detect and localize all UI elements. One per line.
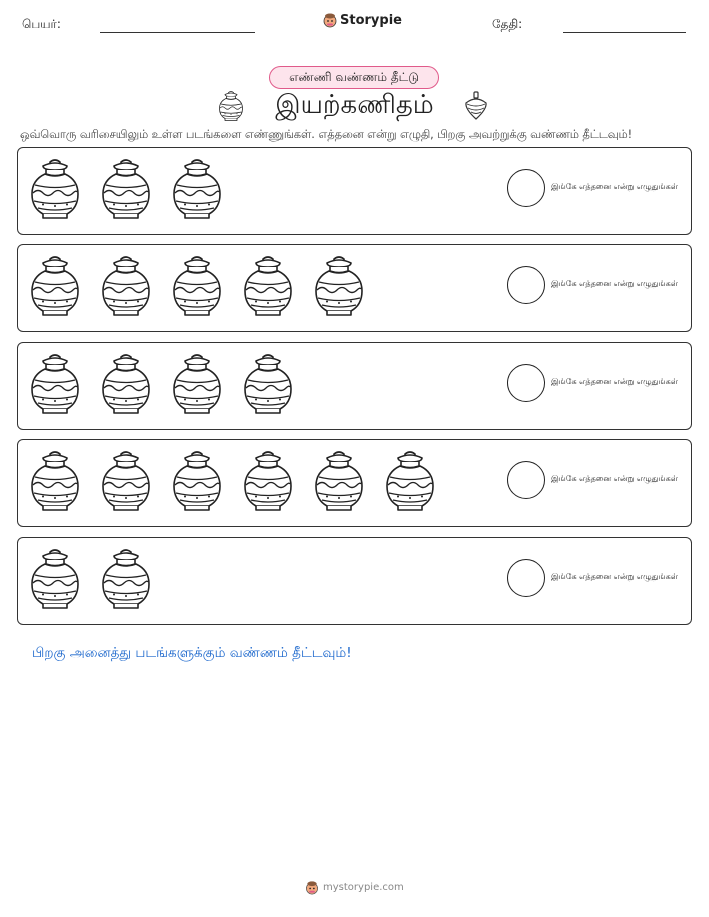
answer-circle[interactable] (507, 559, 545, 597)
answer-hint: இங்கே எத்தனை என்று எழுதுங்கள் (551, 572, 678, 581)
answer-hint: இங்கே எத்தனை என்று எழுதுங்கள் (551, 377, 678, 386)
storypie-mascot-icon (305, 880, 319, 895)
pot-icon (29, 255, 81, 317)
spinning-top-icon (463, 91, 489, 121)
counting-row-3 (17, 342, 692, 430)
pot-icon (100, 158, 152, 220)
pot-icon (242, 353, 294, 415)
pot-icon (100, 548, 152, 610)
pot-icon (29, 158, 81, 220)
answer-hint: இங்கே எத்தனை என்று எழுதுங்கள் (551, 182, 678, 191)
answer-circle[interactable] (507, 364, 545, 402)
pot-icon (384, 450, 436, 512)
date-label: தேதி: (492, 17, 523, 31)
footer (305, 880, 404, 895)
pot-icon (29, 548, 81, 610)
answer-hint: இங்கே எத்தனை என்று எழுதுங்கள் (551, 279, 678, 288)
counting-row-1 (17, 147, 692, 235)
name-line[interactable] (100, 32, 255, 33)
pot-icon (100, 255, 152, 317)
footer-site[interactable]: mystorypie.com (323, 882, 404, 893)
counting-row-5 (17, 537, 692, 625)
pot-icon (100, 353, 152, 415)
pot-icon (29, 353, 81, 415)
counting-row-4 (17, 439, 692, 527)
answer-circle[interactable] (507, 266, 545, 304)
pot-icon (100, 450, 152, 512)
pot-icon (313, 255, 365, 317)
worksheet-tag: எண்ணி வண்ணம் தீட்டு (269, 66, 439, 89)
pot-icon (171, 158, 223, 220)
pot-icon (171, 353, 223, 415)
pot-icon (242, 255, 294, 317)
answer-circle[interactable] (507, 461, 545, 499)
answer-hint: இங்கே எத்தனை என்று எழுதுங்கள் (551, 474, 678, 483)
date-line[interactable] (563, 32, 686, 33)
answer-circle[interactable] (507, 169, 545, 207)
counting-row-2 (17, 244, 692, 332)
pot-icon (313, 450, 365, 512)
pot-icon (171, 450, 223, 512)
pot-icon (242, 450, 294, 512)
name-label: பெயர்: (22, 17, 61, 31)
brand-name: Storypie (340, 12, 402, 28)
page-title: இயற்கணிதம் (275, 90, 434, 120)
instruction-text: ஒவ்வொரு வரிசையிலும் உள்ள படங்களை எண்ணுங்கள். எத்தனை என்று எழுதி, பிறகு அவற்றுக்கு வண்ணம் தீட்டவும்! (20, 128, 633, 141)
pot-icon (171, 255, 223, 317)
brand-logo (323, 12, 402, 28)
storypie-mascot-icon (323, 12, 337, 28)
pot-icon (29, 450, 81, 512)
closing-note: பிறகு அனைத்து படங்களுக்கும் வண்ணம் தீட்டவும்! (32, 645, 352, 661)
